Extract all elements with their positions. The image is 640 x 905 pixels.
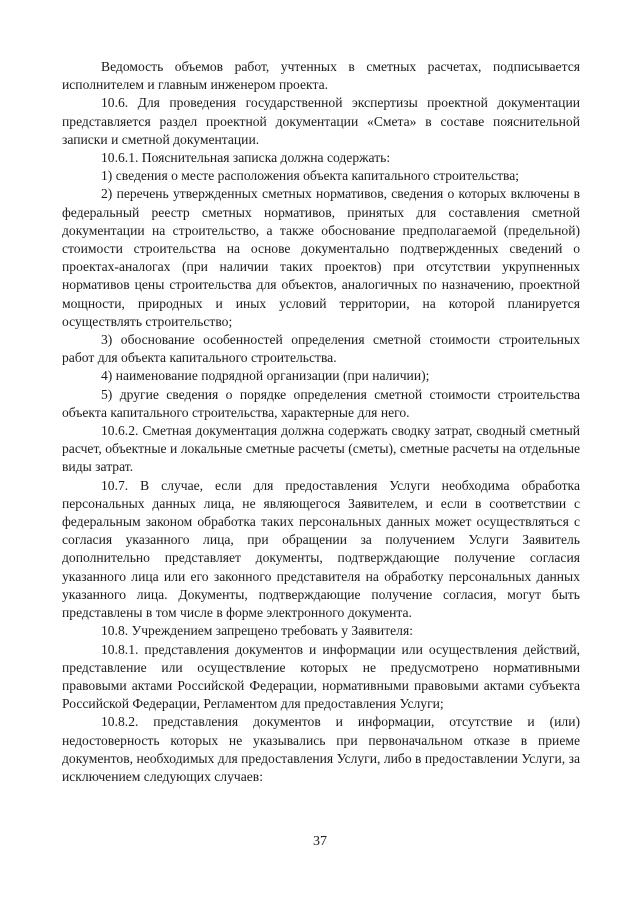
paragraph-statement: Ведомость объемов работ, учтенных в сметных расчетах, подписывается исполнителем и главным инженером проекта.: [62, 59, 580, 93]
paragraph-10-8-2: 10.8.2. представления документов и информации, отсутствие и (или) недостоверность которых не указывались при первоначальном отказе в приеме документов, необходимых для предоставления Услуги, либо в предоставлении Услуги, за исключением следующих случаев:: [62, 714, 580, 784]
paragraph-10-8: 10.8. Учреждением запрещено требовать у Заявителя:: [101, 623, 413, 639]
paragraph-10-6-2: 10.6.2. Сметная документация должна содержать сводку затрат, сводный сметный расчет, объектные и локальные сметные расчеты (сметы), сметные расчеты на отдельные виды затрат.: [62, 423, 580, 475]
list-item-4: 4) наименование подрядной организации (при наличии);: [101, 368, 430, 384]
paragraph-10-8-1: 10.8.1. представления документов и информации или осуществления действий, представление или осуществление которых не предусмотрено нормативными правовыми актами Российской Федерации, нормативными правовыми актами субъекта Российской Федерации, Регламентом для предоставления Услуги;: [62, 641, 580, 712]
paragraph-10-6: 10.6. Для проведения государственной экспертизы проектной документации представляется раздел проектной документации «Смета» в составе пояснительной записки и сметной документации.: [62, 95, 580, 147]
document-body: [62, 58, 580, 786]
paragraph-10-6-1: 10.6.1. Пояснительная записка должна содержать:: [101, 150, 391, 166]
list-item-3: 3) обоснование особенностей определения сметной стоимости строительных работ для объекта капитального строительства.: [62, 332, 580, 366]
page-number: 37: [313, 834, 327, 849]
list-item-2: 2) перечень утвержденных сметных нормативов, сведения о которых включены в федеральный реестр сметных нормативов, принятых для составления сметной документации на строительство, а также обоснование предполагаемой (предельной) стоимости строительства на основе документально подтвержденных сведений о проектах-аналогах (при наличии таких проектов) при отсутствии укрупненных нормативов цены строительства для объектов, аналогичных по назначению, проектной мощности, природных и иных условий территории, на которой планируется осуществлять строительство;: [62, 186, 580, 329]
paragraph-10-7: 10.7. В случае, если для предоставления Услуги необходима обработка персональных данных лица, не являющегося Заявителем, и если в соответствии с федеральным законом обработка таких персональных данных может осуществляться с согласия указанного лица, при обращении за получением Услуги Заявитель дополнительно представляет документы, подтверждающие получение согласия указанного лица или его законного представителя на обработку персональных данных указанного лица. Документы, подтверждающие получение согласия, могут быть представлены в том числе в форме электронного документа.: [62, 477, 580, 621]
list-item-1: 1) сведения о месте расположения объекта капитального строительства;: [101, 168, 520, 184]
list-item-5: 5) другие сведения о порядке определения сметной стоимости строительства объекта капитального строительства, характерные для него.: [62, 386, 580, 420]
